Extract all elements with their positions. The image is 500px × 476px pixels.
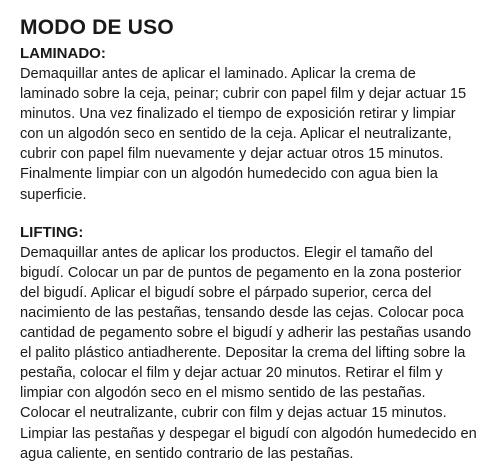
text-line: Demaquillar antes de aplicar el laminado. Aplicar la crema de: [20, 66, 416, 82]
section-text-lifting: [20, 243, 488, 464]
text-line: cantidad de pegamento sobre el bigudí y adherir las pestañas usando: [20, 325, 472, 342]
text-line: minutos. Una vez finalizado el tiempo de exposición retirar y limpiar: [20, 106, 456, 123]
text-line: Demaquillar antes de aplicar los productos. Elegir el tamaño del: [20, 244, 433, 261]
text-line: nacimiento de las pestañas, tensando desde las cejas. Colocar poca: [20, 304, 464, 321]
text-line: el palito plástico antiadherente. Depositar la crema del lifting sobre la: [20, 345, 466, 362]
page-title: MODO DE USO: [20, 16, 174, 39]
text-line: pestaña, colocar el film y dejar actuar 20 minutos. Retirar el film y: [20, 365, 443, 382]
text-line: Limpiar las pestañas y despegar el bigudí con algodón humedecido en: [20, 425, 477, 442]
text-line: bigudí. Colocar un par de puntos de pegamento en la zona posterior: [20, 264, 462, 281]
text-line: con un algodón seco en sentido de la ceja. Aplicar el neutralizante,: [20, 126, 452, 143]
text-line: limpiar con algodón seco en el mismo sentido de las pestañas.: [20, 385, 426, 402]
text-line: Colocar el neutralizante, cubrir con film y dejas actuar 15 minutos.: [20, 405, 447, 422]
section-heading-laminado: LAMINADO:: [20, 45, 106, 62]
text-line: del bigudí. Aplicar el bigudí sobre el párpado superior, cerca del: [20, 284, 432, 301]
section-text-laminado: [20, 64, 488, 205]
text-line: cubrir con papel film nuevamente y dejar actuar otros 15 minutos.: [20, 146, 444, 163]
text-line: superficie.: [20, 186, 87, 203]
text-line: laminado sobre la ceja, peinar; cubrir con papel film y dejar actuar 15: [20, 86, 467, 103]
section-laminado: [20, 44, 488, 205]
text-line: Finalmente limpiar con un algodón humedecido con agua bien la: [20, 166, 438, 183]
section-heading-lifting: LIFTING:: [20, 223, 84, 241]
section-lifting: [20, 223, 488, 464]
text-line: agua caliente, en sentido contrario de las pestañas.: [20, 445, 354, 462]
